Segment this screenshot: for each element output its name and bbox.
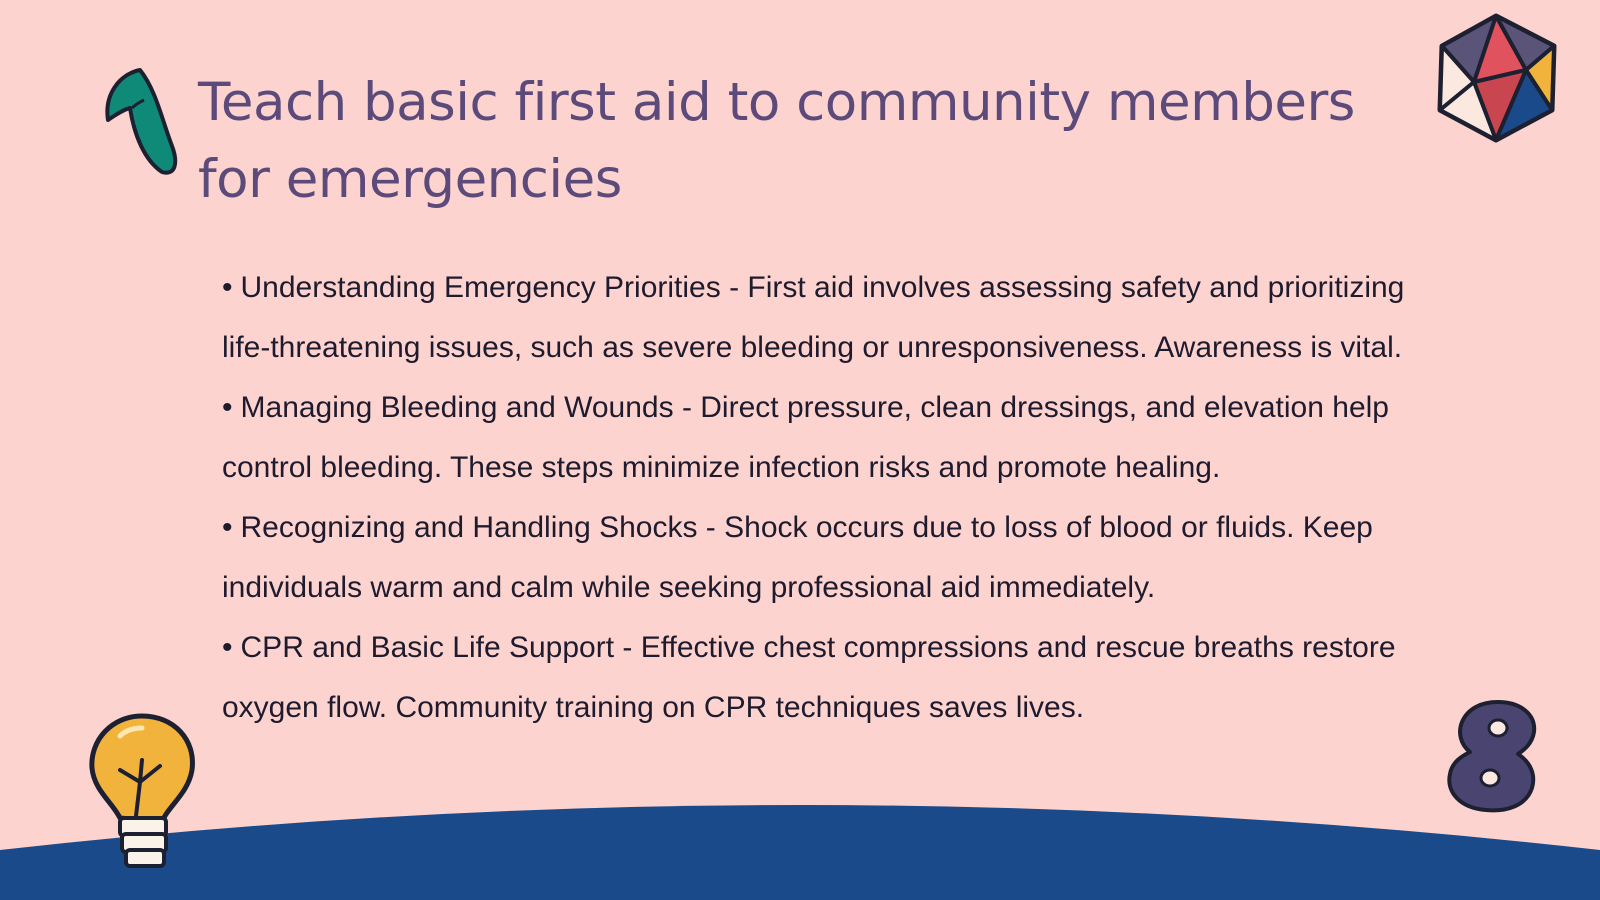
list-item	[222, 258, 1422, 378]
bullet-text: Understanding Emergency Priorities - First aid involves assessing safety and prioritizing life-threatening issues, such as severe bleeding or unresponsiveness. Awareness is vital.	[222, 271, 1405, 364]
leaf-icon	[100, 64, 182, 180]
bullet-text: CPR and Basic Life Support - Effective chest compressions and rescue breaths restore oxygen flow. Community training on CPR techniques saves lives.	[222, 631, 1396, 724]
list-item	[222, 498, 1422, 618]
bullet-text: Managing Bleeding and Wounds - Direct pressure, clean dressings, and elevation help control bleeding. These steps minimize infection risks and promote healing.	[222, 391, 1389, 484]
bullet-dot: •	[222, 631, 233, 664]
title-line-2: for emergencies	[198, 149, 622, 210]
bottom-wave	[0, 800, 1600, 900]
list-item	[222, 618, 1422, 738]
number-eight-icon	[1440, 696, 1544, 816]
bullet-text: Recognizing and Handling Shocks - Shock occurs due to loss of blood or fluids. Keep individuals warm and calm while seeking professional aid immediately.	[222, 511, 1373, 604]
bullet-dot: •	[222, 511, 233, 544]
bullet-list	[222, 258, 1422, 738]
title-line-1: Teach basic first aid to community members	[198, 72, 1355, 133]
bullet-dot: •	[222, 391, 233, 424]
slide-title	[198, 64, 1398, 218]
polyhedron-icon	[1428, 10, 1564, 146]
lightbulb-icon	[84, 712, 208, 876]
list-item	[222, 378, 1422, 498]
bullet-dot: •	[222, 271, 233, 304]
